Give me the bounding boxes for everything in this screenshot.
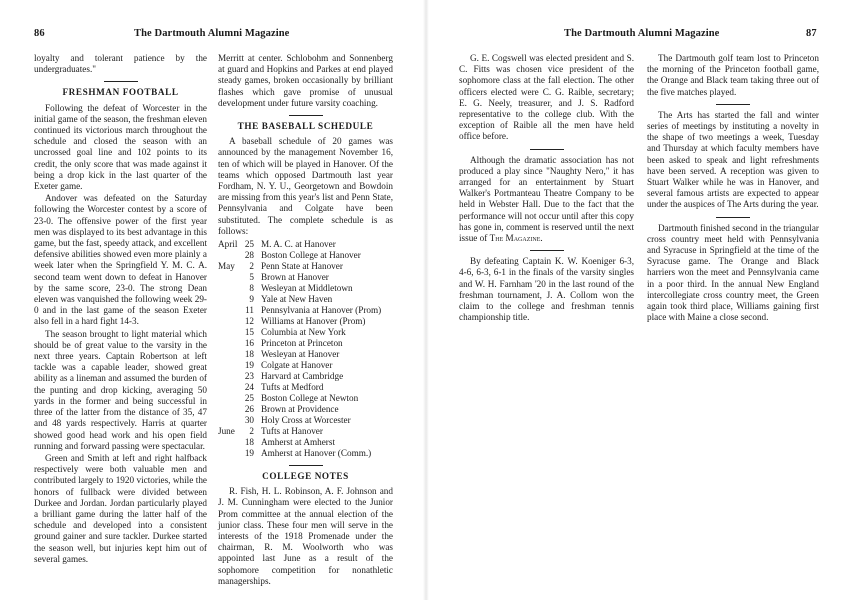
schedule-game: Tufts at Medford xyxy=(261,382,324,393)
paragraph: The Dartmouth golf team lost to Princeton the morning of the Princeton football game, the Orange and Black team taking three out of the five matches played. xyxy=(647,53,819,97)
paragraph: A baseball schedule of 20 games was announced by the management November 16, ten of which will be played in Hanover. Of the teams which opposed Dartmouth last year Fordham, N. Y. U., Georgetown and Bowdoin are missing from this year's list and Penn State, Pennsylvania and Colgate have been substituted. The complete schedule is as follows: xyxy=(218,136,393,236)
right-column-1 xyxy=(459,53,634,323)
schedule-row xyxy=(218,360,393,371)
right-page xyxy=(426,0,852,600)
schedule-month xyxy=(218,415,240,426)
schedule-month xyxy=(218,448,240,459)
schedule-game: Holy Cross at Worcester xyxy=(261,415,351,426)
schedule-month: April xyxy=(218,239,238,250)
magazine-reference: The Magazine. xyxy=(489,233,543,244)
schedule-game: Harvard at Cambridge xyxy=(261,371,344,382)
schedule-month xyxy=(218,338,240,349)
section-divider xyxy=(289,465,323,466)
schedule-day: 24 xyxy=(244,382,254,393)
schedule-row xyxy=(218,272,393,283)
schedule-game: Pennsylvania at Hanover (Prom) xyxy=(261,305,382,316)
paragraph: G. E. Cogswell was elected president and S. C. Fitts was chosen vice president of the sophomore class at the fall election. The other officers elected were C. G. Raible, secretary; E. G. Neely, treasurer, and J. S. Radford representative to the college club. With the exception of Raible all the men have held office before. xyxy=(459,53,634,142)
schedule-game: Princeton at Princeton xyxy=(261,338,343,349)
paragraph: Green and Smith at left and right halfback respectively were both valuable men and contributed largely to 1920 victories, while the honors of fullback were divided between Durkee and Jordan. Jordan particularly played a brilliant game during the latter half of the schedule and developed into a consistent ground gainer and sure tackler. Durkee started the season well, but injuries kept him out of several games. xyxy=(34,452,207,564)
left-column-2 xyxy=(218,53,393,587)
schedule-game: Brown at Providence xyxy=(261,404,339,415)
schedule-day: 16 xyxy=(244,338,254,349)
schedule-month: June xyxy=(218,426,235,437)
schedule-day: 26 xyxy=(244,404,254,415)
paragraph xyxy=(459,155,634,245)
schedule-month xyxy=(218,294,240,305)
continuation-text: Merritt at center. Schlobohm and Sonnenberg at guard and Hopkins and Parkes at end played steady games, broken occasionally by brilliant flashes which gave promise of unusual development under future varsity coaching. xyxy=(218,53,393,108)
paragraph: Dartmouth finished second in the triangular cross country meet held with Pennsylvania and Syracuse in Springfield at the time of the Syracuse game. The Orange and Black harriers won the meet and Pennsylvania came in a poor third. In the annual New England intercollegiate cross country meet, the Green again took third place, Williams gaining first place with Maine a close second. xyxy=(647,222,819,323)
schedule-row xyxy=(218,316,393,327)
schedule-row xyxy=(218,415,393,426)
schedule-row xyxy=(218,349,393,360)
schedule-row xyxy=(218,283,393,294)
schedule-row xyxy=(218,250,393,261)
schedule-game: Boston College at Hanover xyxy=(261,250,361,261)
section-divider xyxy=(716,217,750,218)
section-heading: THE BASEBALL SCHEDULE xyxy=(237,121,374,132)
schedule-row xyxy=(218,404,393,415)
schedule-day: 15 xyxy=(244,327,254,338)
schedule-game: Columbia at New York xyxy=(261,327,346,338)
schedule-row xyxy=(218,426,393,437)
schedule-day: 18 xyxy=(244,437,254,448)
schedule-month xyxy=(218,437,240,448)
page-number: 87 xyxy=(806,28,817,39)
schedule-game: Boston College at Newton xyxy=(261,393,359,404)
schedule-row xyxy=(218,239,393,250)
schedule-day: 5 xyxy=(249,272,254,283)
schedule-game: Yale at New Haven xyxy=(261,294,333,305)
running-head: The Dartmouth Alumni Magazine xyxy=(134,28,290,39)
paragraph: Following the defeat of Worcester in the initial game of the season, the freshman eleven continued its victorious march throughout the schedule and closed the season with an uncrossed goal line and 102 points to its credit, the only score that was made against it being a drop kick in the last quarter of the Exeter game. xyxy=(34,102,207,192)
schedule-game: Penn State at Hanover xyxy=(261,261,343,272)
schedule-day: 25 xyxy=(244,239,254,250)
schedule-row xyxy=(218,437,393,448)
schedule-day: 8 xyxy=(249,283,254,294)
section-divider xyxy=(530,250,564,251)
schedule-day: 23 xyxy=(244,371,254,382)
page-number: 86 xyxy=(34,28,45,39)
paragraph: The season brought to light material which should be of great value to the varsity in the next three years. Captain Robertson at left tackle was a capable leader, showed great ability as a lineman and assumed the burden of the punting and drop kicking, averaging 50 yards in the former and being successful in three of the latter from the distance of 35, 47 and 48 yards respectively. Harris at quarter showed good head work and his open field running and forward passing were spectacular. xyxy=(34,328,207,451)
schedule-row xyxy=(218,382,393,393)
schedule-month xyxy=(218,272,240,283)
schedule-month xyxy=(218,283,240,294)
schedule-month xyxy=(218,382,240,393)
section-heading: FRESHMAN FOOTBALL xyxy=(62,87,179,98)
paragraph: The Arts has started the fall and winter series of meetings by instituting a novelty in the shape of two meetings a week, Tuesday and Thursday at which faculty members have been asked to speak and light refreshments have been served. A reception was given to Stuart Walker while he was in Hanover, and several famous artists are expected to appear under the auspices of The Arts during the year. xyxy=(647,109,819,210)
schedule-day: 2 xyxy=(249,261,254,272)
schedule-game: Amherst at Hanover (Comm.) xyxy=(261,448,372,459)
schedule-day: 18 xyxy=(244,349,254,360)
schedule-game: Williams at Hanover (Prom) xyxy=(261,316,366,327)
continuation-text: loyalty and tolerant patience by the undergraduates." xyxy=(34,53,207,75)
left-column-1 xyxy=(34,53,207,565)
schedule-game: Colgate at Hanover xyxy=(261,360,333,371)
paragraph: Andover was defeated on the Saturday following the Worcester contest by a score of 23-0. The offensive power of the first year men was displayed to its best advantage in this game, but the fast, speedy attack, and excellent defensive abilities showed even more plainly a week later when the Springfield Y. M. C. A. second team went down to defeat in Hanover by the same score, 23-0. The strong Dean eleven was vanquished the following week 29-0 and in the last game of the season Exeter also fell in a hard fight 14-3. xyxy=(34,193,207,327)
schedule-game: Tufts at Hanover xyxy=(261,426,323,437)
schedule-game: Brown at Hanover xyxy=(261,272,329,283)
schedule-row xyxy=(218,393,393,404)
schedule-row xyxy=(218,371,393,382)
schedule-month xyxy=(218,250,240,261)
schedule-row xyxy=(218,261,393,272)
schedule-game: Amherst at Amherst xyxy=(261,437,335,448)
schedule-day: 19 xyxy=(244,360,254,371)
paragraph: R. Fish, H. L. Robinson, A. F. Johnson and J. M. Cunningham were elected to the Junior Prom committee at the annual election of the junior class. These four men will serve in the interests of the 1918 Promenade under the chairman, R. M. Woolworth who was appointed last June as a result of the sophomore competition for nonathletic managerships. xyxy=(218,486,393,586)
schedule-month: May xyxy=(218,261,235,272)
schedule-day: 12 xyxy=(244,316,254,327)
schedule-day: 30 xyxy=(244,415,254,426)
paragraph: By defeating Captain K. W. Koeniger 6-3, 4-6, 6-3, 6-1 in the finals of the varsity singles and W. H. Farnham '20 in the last round of the freshman tournament, J. A. Collom won the claim to the college and freshman tennis championship title. xyxy=(459,256,634,323)
section-divider xyxy=(530,149,564,150)
section-heading: COLLEGE NOTES xyxy=(262,471,349,482)
schedule-month xyxy=(218,349,240,360)
schedule-month xyxy=(218,393,240,404)
running-head: The Dartmouth Alumni Magazine xyxy=(564,28,720,39)
schedule-day: 28 xyxy=(244,250,254,261)
baseball-schedule-list xyxy=(218,239,393,459)
schedule-day: 11 xyxy=(245,305,254,316)
schedule-row xyxy=(218,294,393,305)
right-column-2 xyxy=(647,53,819,323)
schedule-day: 19 xyxy=(244,448,254,459)
schedule-row xyxy=(218,448,393,459)
schedule-month xyxy=(218,404,240,415)
schedule-month xyxy=(218,360,240,371)
schedule-month xyxy=(218,316,240,327)
schedule-game: Wesleyan at Middletown xyxy=(261,283,353,294)
schedule-game: Wesleyan at Hanover xyxy=(261,349,340,360)
schedule-row xyxy=(218,305,393,316)
schedule-month xyxy=(218,327,240,338)
schedule-row xyxy=(218,327,393,338)
section-divider xyxy=(104,81,138,82)
schedule-row xyxy=(218,338,393,349)
section-divider xyxy=(289,115,323,116)
schedule-month xyxy=(218,371,240,382)
schedule-day: 2 xyxy=(249,426,254,437)
schedule-day: 25 xyxy=(244,393,254,404)
section-divider xyxy=(716,104,750,105)
schedule-game: M. A. C. at Hanover xyxy=(261,239,336,250)
paragraph-text: Although the dramatic association has not produced a play since "Naughty Nero," it has arranged for an entertainment by Stuart Walker's Portmanteau Theatre Company to be held in Webster Hall. Due to the fact that the performance will not occur until after this copy has gone in, comment is reserved until the next issue of xyxy=(459,154,634,244)
schedule-day: 9 xyxy=(249,294,254,305)
schedule-month xyxy=(218,305,240,316)
